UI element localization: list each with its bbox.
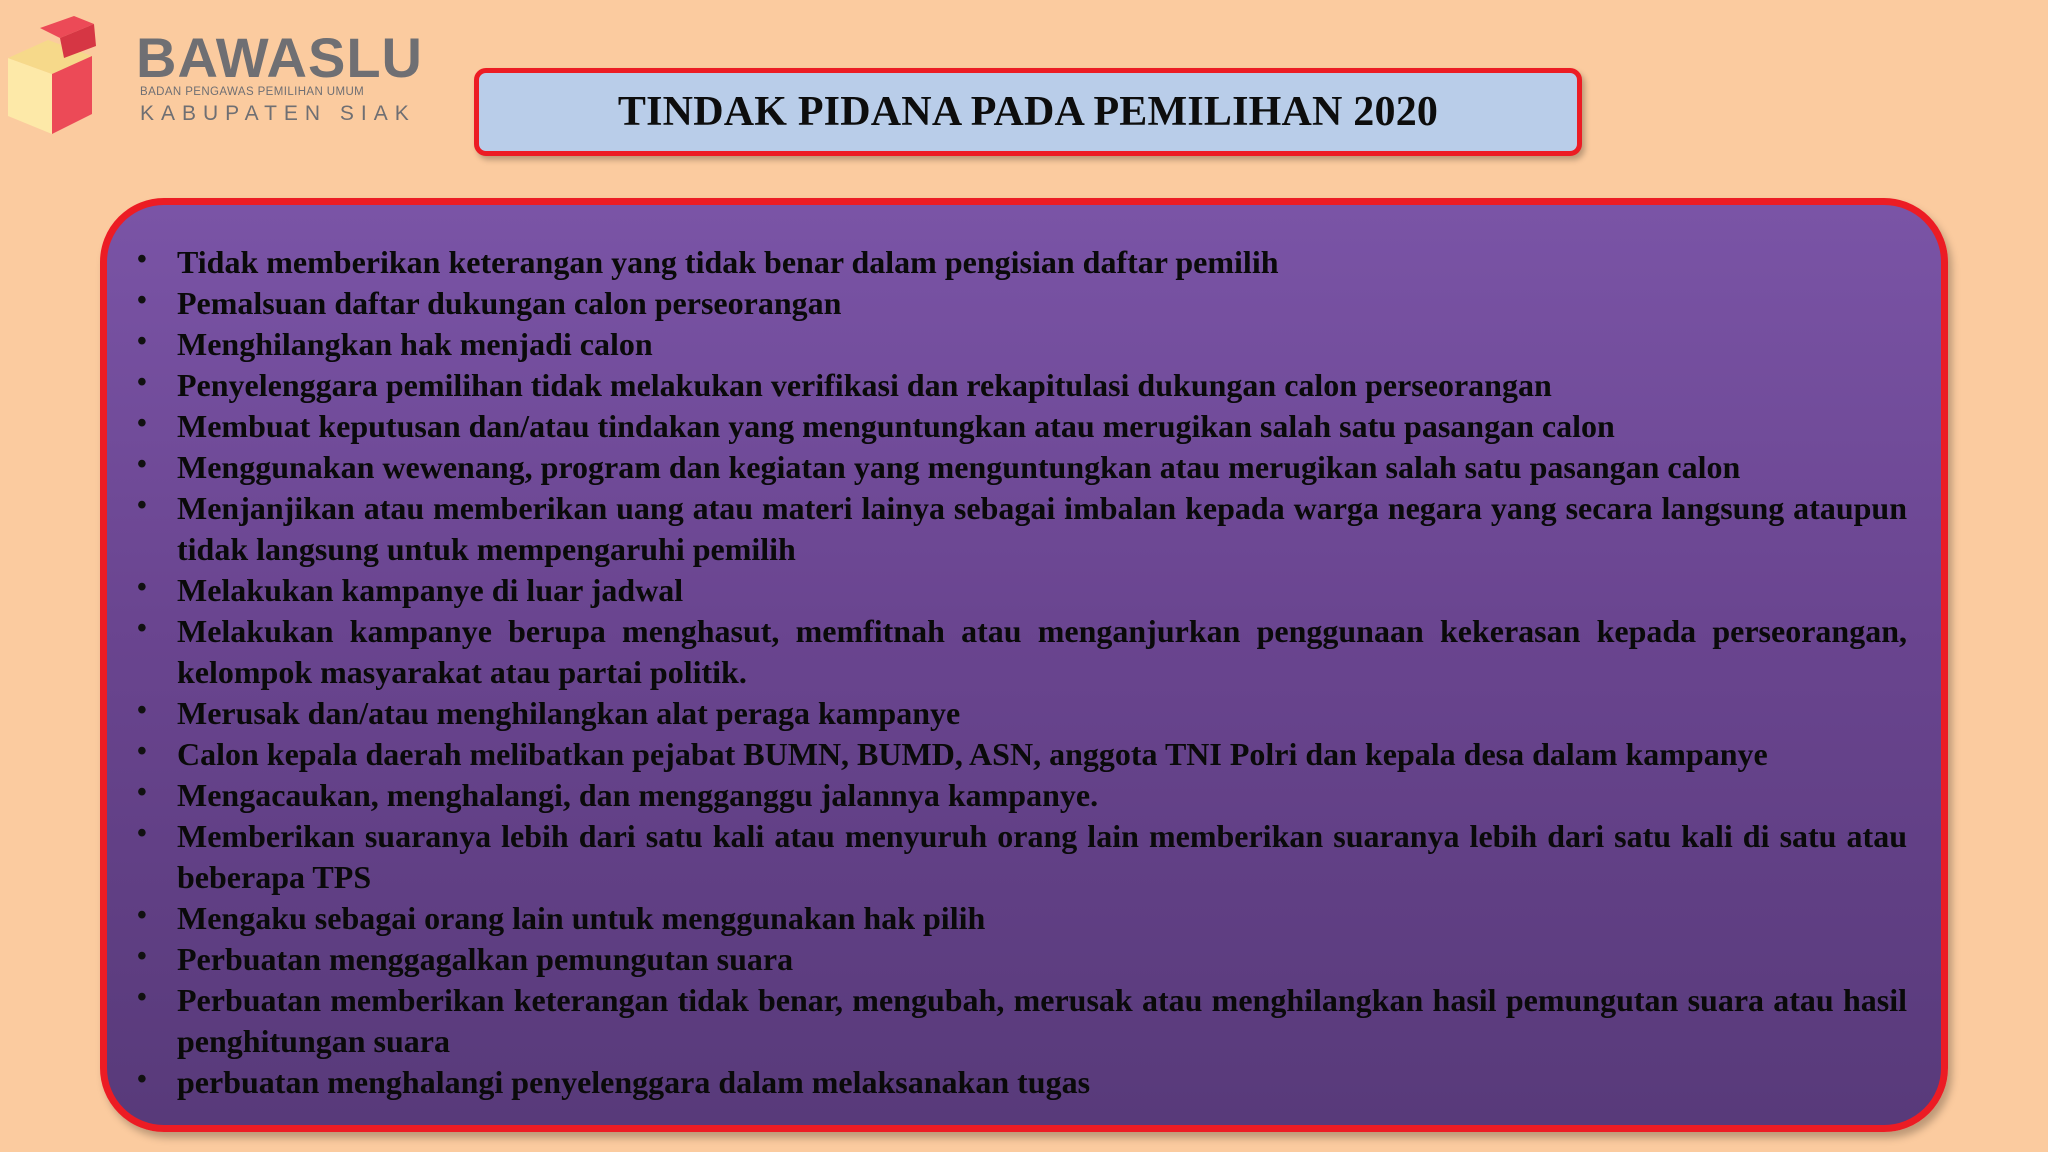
content-panel bbox=[100, 198, 1948, 1132]
list-item bbox=[137, 939, 1907, 980]
bullet-icon: • bbox=[137, 367, 147, 398]
list-item-text: Mengaku sebagai orang lain untuk menggunakan hak pilih bbox=[177, 900, 986, 936]
bullet-icon: • bbox=[137, 818, 147, 849]
list-item bbox=[137, 898, 1907, 939]
bullet-icon: • bbox=[137, 572, 147, 603]
list-item bbox=[137, 1062, 1907, 1103]
bullet-icon: • bbox=[137, 285, 147, 316]
list-item-text: Perbuatan memberikan keterangan tidak benar, mengubah, merusak atau menghilangkan hasil pemungutan suara atau hasil penghitungan suara bbox=[177, 982, 1907, 1059]
bullet-icon: • bbox=[137, 244, 147, 275]
bullet-icon: • bbox=[137, 736, 147, 767]
list-item bbox=[137, 242, 1907, 283]
bullet-icon: • bbox=[137, 982, 147, 1013]
list-item-text: perbuatan menghalangi penyelenggara dalam melaksanakan tugas bbox=[177, 1064, 1091, 1100]
bullet-icon: • bbox=[137, 449, 147, 480]
bullet-icon: • bbox=[137, 900, 147, 931]
list-item bbox=[137, 447, 1907, 488]
list-item-text: Pemalsuan daftar dukungan calon perseorangan bbox=[177, 285, 842, 321]
title-box bbox=[474, 68, 1582, 156]
list-item bbox=[137, 775, 1907, 816]
bullet-icon: • bbox=[137, 613, 147, 644]
bullet-icon: • bbox=[137, 490, 147, 521]
list-item bbox=[137, 570, 1907, 611]
list-item-text: Melakukan kampanye berupa menghasut, memfitnah atau menganjurkan penggunaan kekerasan kepada perseorangan, kelompok masyarakat atau partai politik. bbox=[177, 613, 1907, 690]
list-item-text: Menghilangkan hak menjadi calon bbox=[177, 326, 653, 362]
list-item-text: Mengacaukan, menghalangi, dan mengganggu jalannya kampanye. bbox=[177, 777, 1099, 813]
list-item-text: Calon kepala daerah melibatkan pejabat BUMN, BUMD, ASN, anggota TNI Polri dan kepala desa dalam kampanye bbox=[177, 736, 1768, 772]
list-item-text: Menjanjikan atau memberikan uang atau materi lainya sebagai imbalan kepada warga negara yang secara langsung ataupun tidak langsung untuk mempengaruhi pemilih bbox=[177, 490, 1907, 567]
logo-subtitle: BADAN PENGAWAS PEMILIHAN UMUM bbox=[140, 86, 365, 98]
list-item bbox=[137, 693, 1907, 734]
list-item bbox=[137, 816, 1907, 898]
bawaslu-logo bbox=[4, 16, 424, 136]
logo-name: BAWASLU bbox=[136, 26, 423, 89]
list-item bbox=[137, 365, 1907, 406]
list-item-text: Merusak dan/atau menghilangkan alat peraga kampanye bbox=[177, 695, 961, 731]
bullet-icon: • bbox=[137, 941, 147, 972]
bullet-icon: • bbox=[137, 326, 147, 357]
list-item bbox=[137, 283, 1907, 324]
page-title: TINDAK PIDANA PADA PEMILIHAN 2020 bbox=[617, 89, 1439, 135]
bullet-icon: • bbox=[137, 777, 147, 808]
list-item bbox=[137, 488, 1907, 570]
list-item bbox=[137, 734, 1907, 775]
list-item-text: Melakukan kampanye di luar jadwal bbox=[177, 572, 684, 608]
ballot-box-logo-icon bbox=[4, 16, 134, 136]
list-item-text: Membuat keputusan dan/atau tindakan yang menguntungkan atau merugikan salah satu pasangan calon bbox=[177, 408, 1615, 444]
list-item-text: Tidak memberikan keterangan yang tidak benar dalam pengisian daftar pemilih bbox=[177, 244, 1279, 280]
list-item bbox=[137, 406, 1907, 447]
bullet-icon: • bbox=[137, 408, 147, 439]
logo-region: KABUPATEN SIAK bbox=[140, 102, 416, 125]
list-item-text: Menggunakan wewenang, program dan kegiatan yang menguntungkan atau merugikan salah satu pasangan calon bbox=[177, 449, 1741, 485]
list-item-text: Memberikan suaranya lebih dari satu kali atau menyuruh orang lain memberikan suaranya lebih dari satu kali di satu atau beberapa TPS bbox=[177, 818, 1907, 895]
offense-list bbox=[137, 242, 1907, 1103]
list-item-text: Perbuatan menggagalkan pemungutan suara bbox=[177, 941, 794, 977]
list-item bbox=[137, 980, 1907, 1062]
list-item-text: Penyelenggara pemilihan tidak melakukan verifikasi dan rekapitulasi dukungan calon perseorangan bbox=[177, 367, 1552, 403]
list-item bbox=[137, 611, 1907, 693]
bullet-icon: • bbox=[137, 1064, 147, 1095]
list-item bbox=[137, 324, 1907, 365]
bullet-icon: • bbox=[137, 695, 147, 726]
